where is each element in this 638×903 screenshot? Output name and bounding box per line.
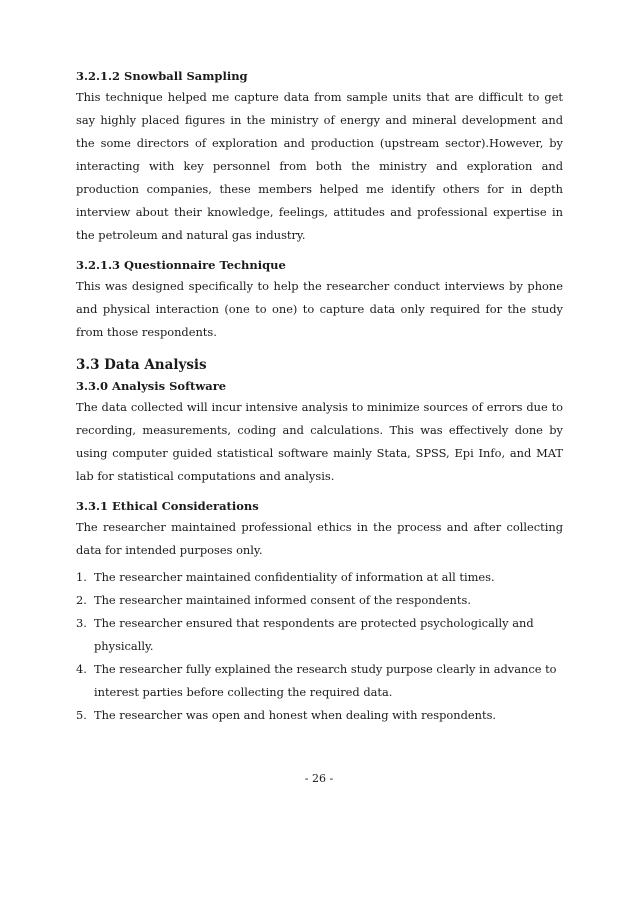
data-analysis-heading: 3.3 Data Analysis: [76, 357, 207, 373]
list-item-number: 1.: [76, 570, 87, 584]
list-item: [76, 658, 563, 704]
list-item: [76, 704, 563, 727]
snowball-sampling-heading: 3.2.1.2 Snowball Sampling: [76, 69, 248, 83]
list-item: [76, 566, 563, 589]
list-item-text: The researcher was open and honest when dealing with respondents.: [94, 708, 497, 722]
page-number: - 26 -: [304, 772, 334, 785]
analysis-software-heading: 3.3.0 Analysis Software: [76, 379, 227, 393]
questionnaire-technique-heading: 3.2.1.3 Questionnaire Technique: [76, 258, 286, 272]
list-item-number: 3.: [76, 616, 87, 630]
list-item-number: 2.: [76, 593, 87, 607]
list-item: [76, 612, 563, 658]
questionnaire-technique-paragraph: This was designed specifically to help the researcher conduct interviews by phone and physical interaction (one to one) to capture data only required for the study from those respondents.: [76, 279, 563, 339]
document-page: [76, 68, 563, 727]
ethics-list: [76, 566, 563, 727]
list-item: [76, 589, 563, 612]
list-item-text: The researcher fully explained the research study purpose clearly in advance to interest parties before collecting the required data.: [94, 662, 557, 699]
list-item-text: The researcher ensured that respondents are protected psychologically and physically.: [94, 616, 534, 653]
list-item-text: The researcher maintained confidentiality of information at all times.: [94, 570, 495, 584]
list-item-text: The researcher maintained informed consent of the respondents.: [94, 593, 471, 607]
list-item-number: 5.: [76, 708, 87, 722]
ethical-considerations-paragraph: The researcher maintained professional ethics in the process and after collecting data for intended purposes only.: [76, 520, 563, 557]
analysis-software-paragraph: The data collected will incur intensive analysis to minimize sources of errors due to recording, measurements, coding and calculations. This was effectively done by using computer guided statistical software mainly Stata, SPSS, Epi Info, and MAT lab for statistical computations and analysis.: [76, 400, 563, 483]
ethical-considerations-heading: 3.3.1 Ethical Considerations: [76, 499, 259, 513]
list-item-number: 4.: [76, 662, 87, 676]
snowball-sampling-paragraph: This technique helped me capture data from sample units that are difficult to get say highly placed figures in the ministry of energy and mineral development and the some directors of exploration and production (upstream sector).However, by interacting with key personnel from both the ministry and exploration and production companies, these members helped me identify others for in depth interview about their knowledge, feelings, attitudes and professional expertise in the petroleum and natural gas industry.: [76, 90, 563, 242]
